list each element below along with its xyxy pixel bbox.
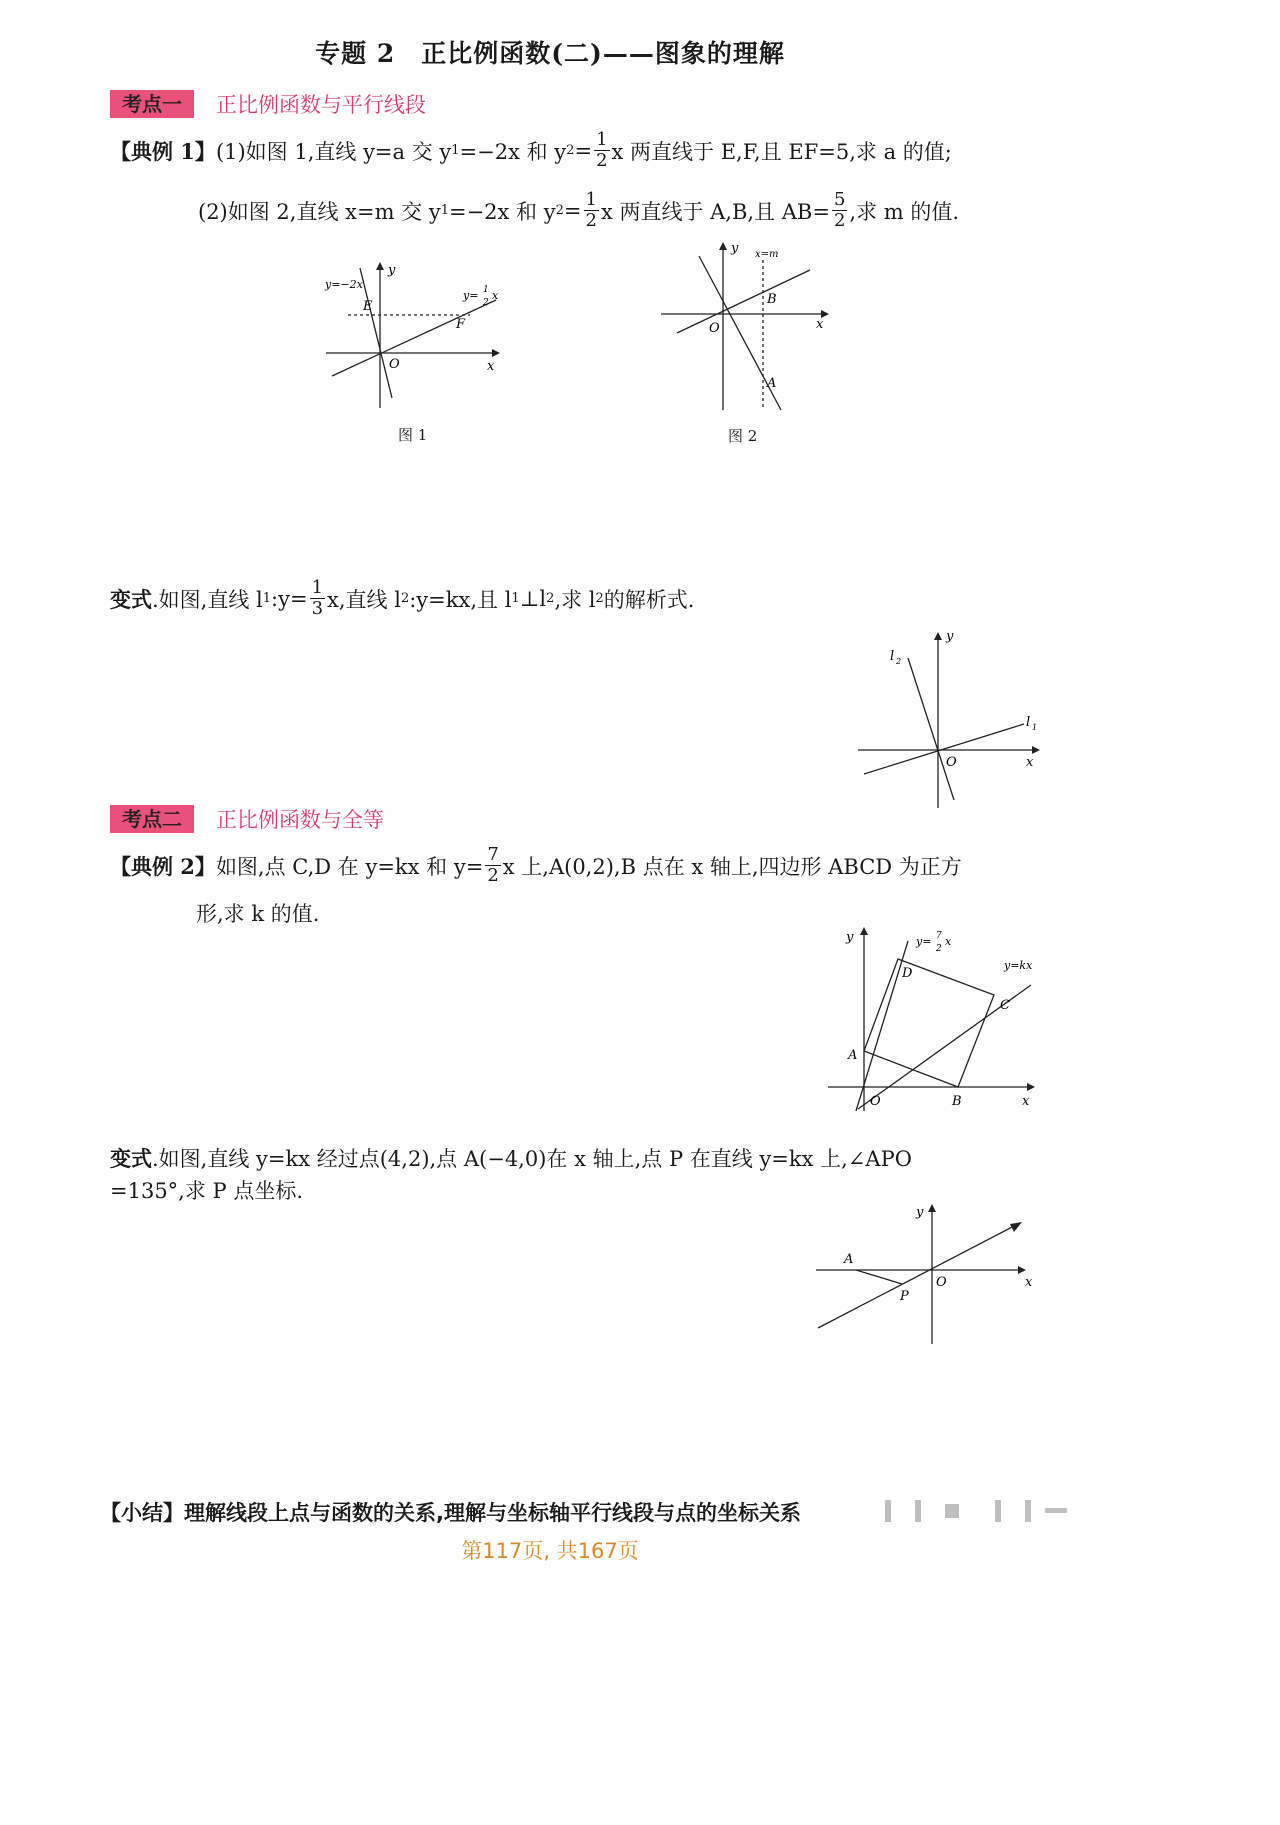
subscript: 2 xyxy=(400,591,410,606)
example2-line2 xyxy=(196,898,319,928)
label-y2-den: 2 xyxy=(483,298,489,308)
summary-text: 理解线段上点与函数的关系,理解与坐标轴平行线段与点的坐标关系 xyxy=(184,1501,801,1525)
text-span: (2)如图 2,直线 x=m 交 y xyxy=(198,199,441,224)
arrow-line-icon xyxy=(1010,1222,1022,1232)
label-y-7-2-x: x xyxy=(945,935,952,948)
line-y1 xyxy=(360,268,392,398)
text-span: ,求 l xyxy=(554,587,596,612)
arrow-up-icon xyxy=(928,1204,936,1212)
label-y: y xyxy=(388,263,396,278)
label-l1-sub: 1 xyxy=(1032,723,1038,732)
text-span: =−2x 和 y xyxy=(448,199,556,224)
line-l2 xyxy=(908,658,954,800)
label-y1: y=−2x xyxy=(325,278,363,291)
arrow-right-icon xyxy=(1018,1266,1026,1274)
subscript: 2 xyxy=(566,143,575,158)
label-E: E xyxy=(363,299,373,314)
label-l1: l xyxy=(1026,715,1031,730)
label-O: O xyxy=(946,755,957,770)
segment-AP xyxy=(856,1270,902,1284)
line-y2 xyxy=(677,270,810,333)
text-span: =135°,求 P 点坐标. xyxy=(110,1179,304,1203)
label-y2: y= xyxy=(463,289,479,302)
label-O: O xyxy=(709,321,720,336)
frac-den: 2 xyxy=(596,150,608,171)
section-header-2 xyxy=(110,804,384,834)
label-A: A xyxy=(844,1252,854,1267)
label-y-7-2: y= xyxy=(916,935,932,948)
example2-line1 xyxy=(110,845,962,886)
summary-tag: 【小结】 xyxy=(100,1501,184,1525)
arrow-right-icon xyxy=(1032,746,1040,754)
frac-num: 1 xyxy=(585,189,597,210)
variant-tag: 变式 xyxy=(110,1146,152,1171)
arrow-up-icon xyxy=(376,262,384,270)
subscript: 2 xyxy=(546,591,555,606)
frac-num: 1 xyxy=(311,577,324,598)
figure-3 xyxy=(856,628,1046,813)
subscript: 2 xyxy=(595,591,604,606)
subscript: 1 xyxy=(440,203,449,218)
label-x: x xyxy=(816,317,824,332)
label-x: x xyxy=(1025,1275,1033,1290)
text-span: ,求 m 的值. xyxy=(849,199,960,224)
label-F: F xyxy=(456,317,466,332)
arrow-up-icon xyxy=(860,927,868,935)
label-A: A xyxy=(767,376,777,391)
section-header-1 xyxy=(110,89,426,119)
fraction-half xyxy=(584,190,599,231)
subscript: 1 xyxy=(511,591,520,606)
example-tag: 【典例 1】 xyxy=(110,138,216,164)
line-y2 xyxy=(332,300,496,376)
variant-tag: 变式 xyxy=(110,586,152,612)
text-span: .如图,直线 l xyxy=(152,587,263,612)
label-C: C xyxy=(1000,998,1010,1013)
label-l2: l xyxy=(890,649,895,664)
text-span: x 两直线于 A,B,且 AB= xyxy=(600,199,830,224)
frac-num: 7 xyxy=(487,844,499,865)
text-span: 如图,点 C,D 在 y=kx 和 y= xyxy=(215,854,484,879)
frac-den: 3 xyxy=(311,598,324,619)
fraction-five-halves xyxy=(832,190,847,231)
example1-line2 xyxy=(198,190,959,231)
text-span: = xyxy=(563,198,582,223)
section-badge: 考点二 xyxy=(110,805,194,833)
label-O: O xyxy=(389,357,400,372)
figure-1-caption: 图 1 xyxy=(398,426,428,444)
fraction-half xyxy=(594,130,609,171)
section-title: 正比例函数与平行线段 xyxy=(216,93,426,117)
label-y-7-2-den: 2 xyxy=(936,944,942,954)
label-x-m: x=m xyxy=(755,249,779,260)
label-l2-sub: 2 xyxy=(896,657,902,666)
text-span: :y=kx,且 l xyxy=(409,587,512,612)
label-B: B xyxy=(767,292,777,307)
summary xyxy=(100,1497,801,1527)
label-x: x xyxy=(1022,1094,1030,1109)
label-y: y xyxy=(916,1205,924,1220)
figure-1 xyxy=(320,258,510,413)
label-B: B xyxy=(952,1094,962,1109)
text-span: = xyxy=(574,138,593,163)
arrow-right-icon xyxy=(1027,1083,1035,1091)
label-y: y xyxy=(731,241,739,256)
label-y-kx: y=kx xyxy=(1004,959,1033,972)
example1-line1 xyxy=(110,130,952,171)
section-badge: 考点一 xyxy=(110,90,194,118)
arrow-right-icon xyxy=(492,349,500,357)
variant1-line xyxy=(110,578,694,619)
label-O: O xyxy=(870,1094,881,1109)
line-y-kx xyxy=(818,1224,1018,1328)
frac-den: 2 xyxy=(585,210,597,231)
text-span: =−2x 和 y xyxy=(459,139,567,164)
label-P: P xyxy=(900,1289,909,1304)
subscript: 1 xyxy=(262,591,272,606)
text-span: 的解析式. xyxy=(603,587,695,612)
figure-2-caption: 图 2 xyxy=(728,427,758,445)
text-span: (1)如图 1,直线 y=a 交 y xyxy=(215,139,452,164)
frac-num: 5 xyxy=(833,189,846,210)
text-span: x 上,A(0,2),B 点在 x 轴上,四边形 ABCD 为正方 xyxy=(502,854,962,879)
label-x: x xyxy=(1026,755,1034,770)
frac-den: 2 xyxy=(833,210,846,231)
text-span: :y= xyxy=(271,586,308,611)
label-y2-num: 1 xyxy=(483,285,489,295)
text-span: ⊥l xyxy=(519,586,547,611)
fraction-seven-halves xyxy=(485,845,500,886)
section-title: 正比例函数与全等 xyxy=(216,808,384,832)
label-y-7-2-num: 7 xyxy=(936,931,942,941)
label-y: y xyxy=(846,930,854,945)
label-O: O xyxy=(936,1275,947,1290)
label-D: D xyxy=(902,966,913,981)
page-title: 专题 2 正比例函数(二)——图象的理解 xyxy=(315,39,785,68)
fraction-third xyxy=(310,578,325,619)
label-x: x xyxy=(487,359,495,374)
label-y2-x: x xyxy=(492,289,499,302)
watermark-icon xyxy=(845,1494,1075,1528)
frac-num: 1 xyxy=(596,129,608,150)
label-y: y xyxy=(946,629,954,644)
frac-den: 2 xyxy=(487,865,499,886)
text-span: x,直线 l xyxy=(327,587,401,612)
variant2-line1 xyxy=(110,1143,912,1173)
text-span: .如图,直线 y=kx 经过点(4,2),点 A(−4,0)在 x 轴上,点 P 在直线 y=kx 上,∠APO xyxy=(152,1147,912,1171)
text-span: 形,求 k 的值. xyxy=(196,902,320,926)
example-tag: 【典例 2】 xyxy=(110,853,216,879)
figure-5 xyxy=(812,1200,1042,1350)
variant2-line2 xyxy=(110,1175,303,1205)
arrow-up-icon xyxy=(719,242,727,250)
page-counter: 第117页, 共167页 xyxy=(461,1539,639,1563)
text-span: x 两直线于 E,F,且 EF=5,求 a 的值; xyxy=(611,139,952,164)
line-l1 xyxy=(864,724,1024,774)
subscript: 1 xyxy=(451,143,460,158)
figure-2 xyxy=(655,238,835,418)
arrow-up-icon xyxy=(934,632,942,640)
figure-4 xyxy=(826,925,1046,1115)
subscript: 2 xyxy=(555,203,564,218)
label-A: A xyxy=(848,1048,858,1063)
